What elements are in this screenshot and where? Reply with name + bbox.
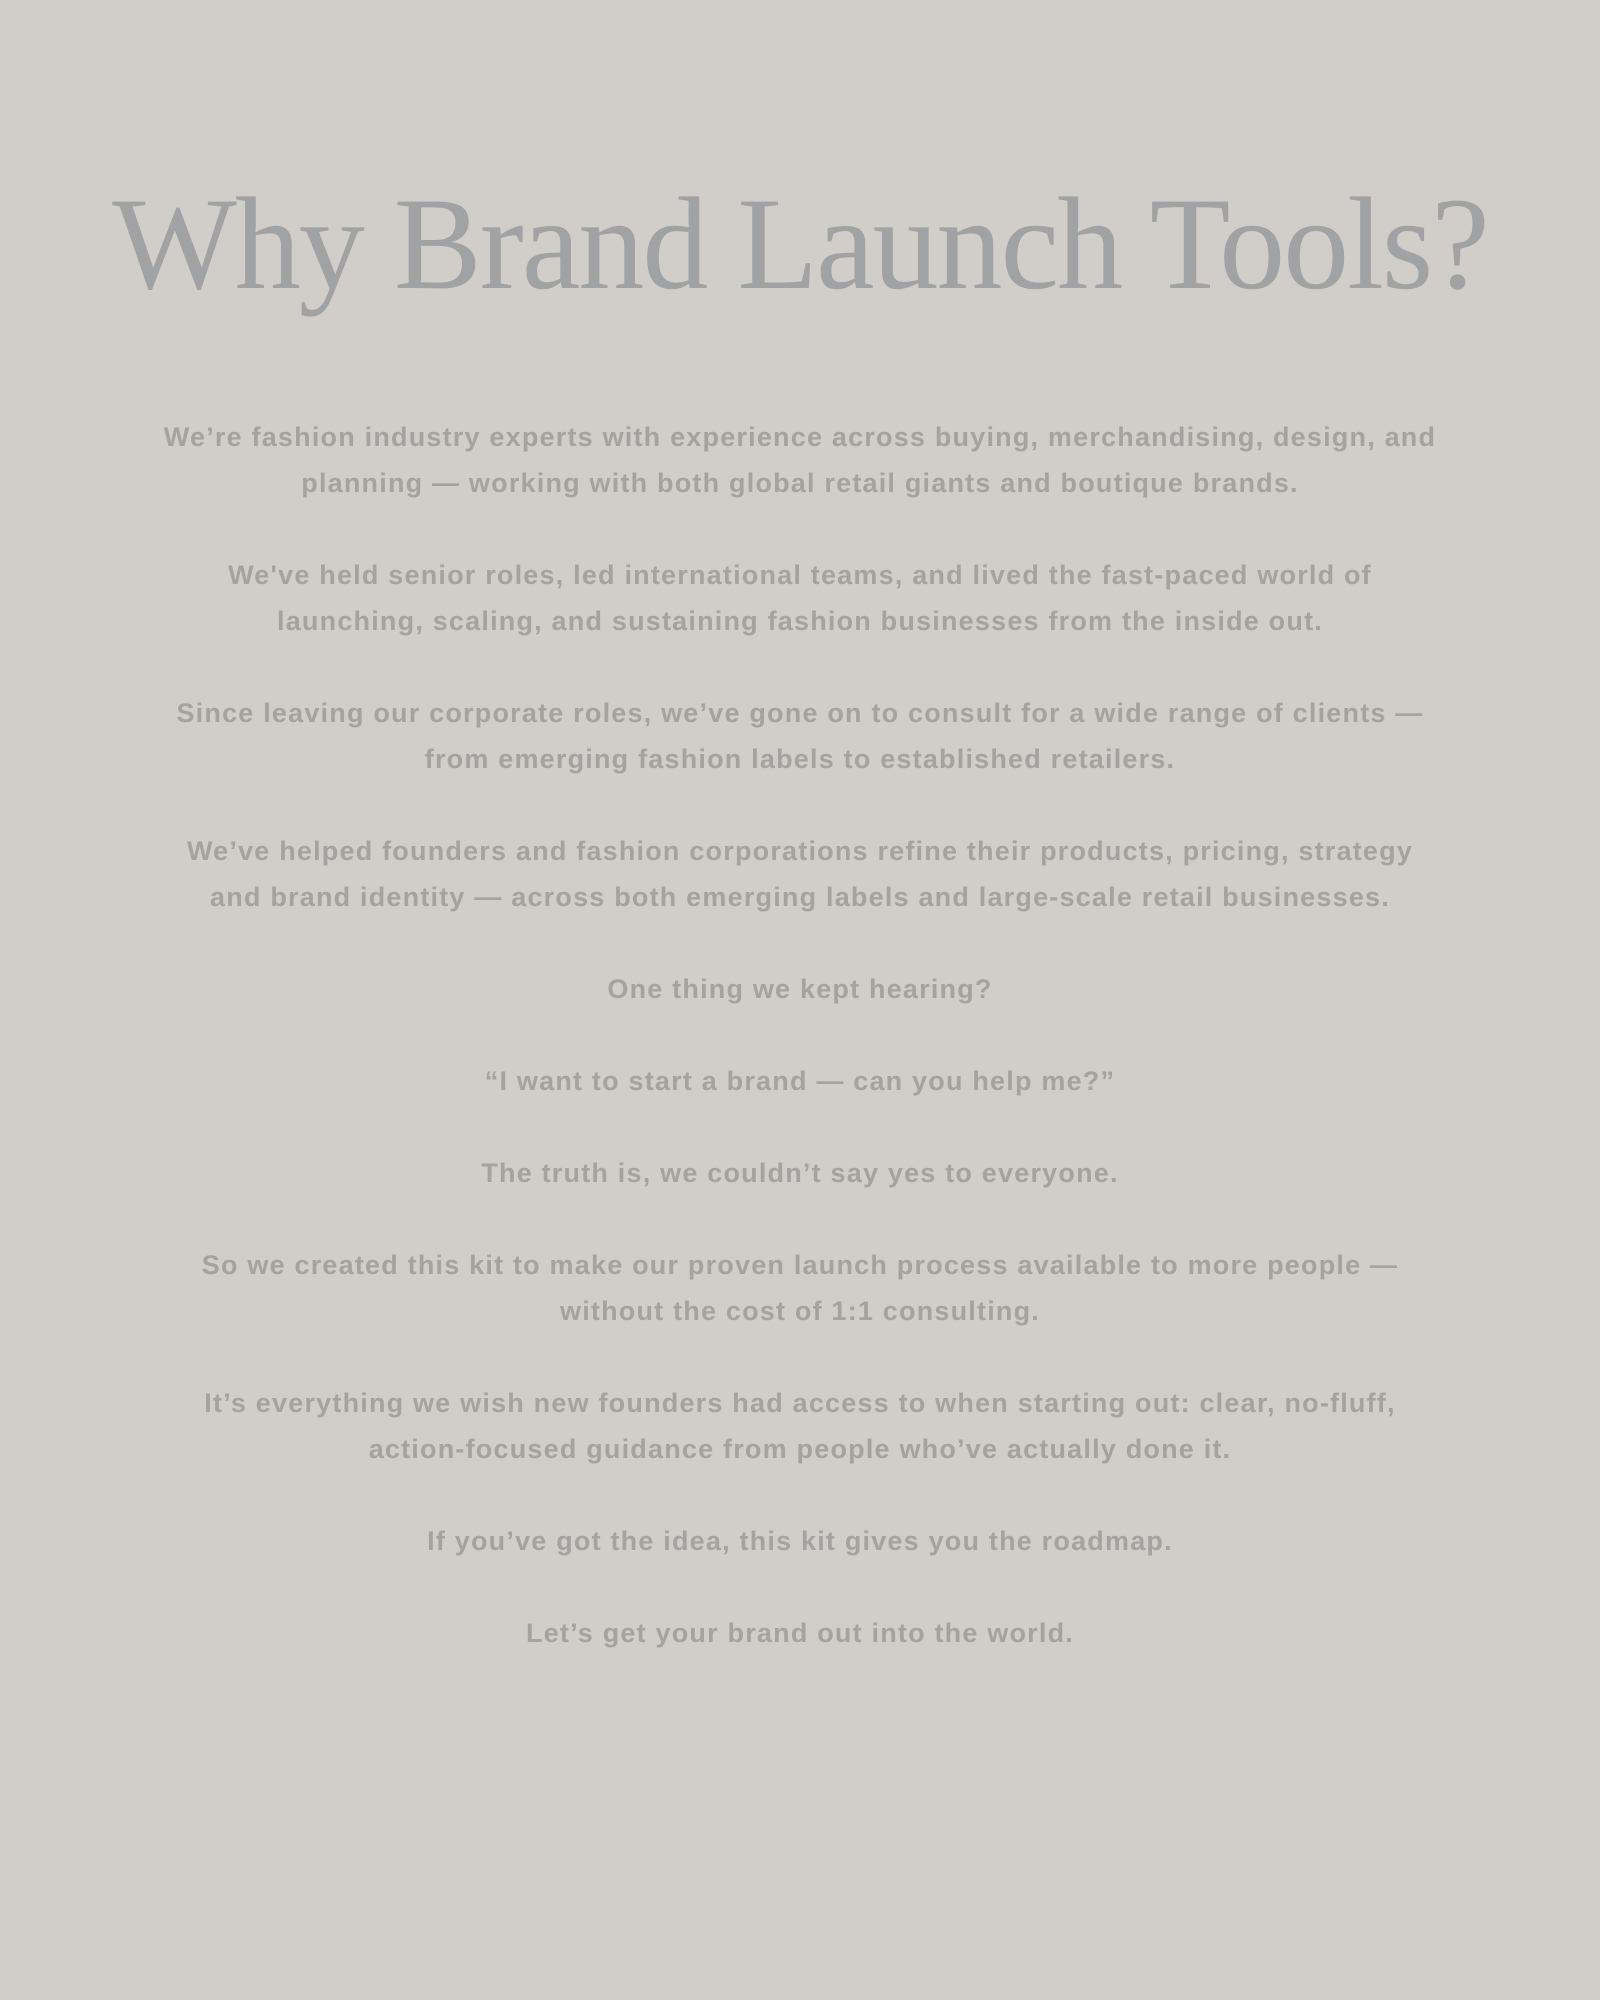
body-copy <box>160 414 1440 1656</box>
page-title: Why Brand Launch Tools? <box>112 170 1488 317</box>
paragraph-consulting: Since leaving our corporate roles, we’ve gone on to consult for a wide range of clients — from emerging fashion labels to established retailers. <box>176 698 1424 774</box>
paragraph-truth: The truth is, we couldn’t say yes to everyone. <box>481 1158 1119 1188</box>
paragraph-quote: “I want to start a brand — can you help me?” <box>484 1066 1116 1096</box>
paragraph-one-thing: One thing we kept hearing? <box>607 974 993 1004</box>
paragraph-helped-founders: We’ve helped founders and fashion corporations refine their products, pricing, strategy and brand identity — across both emerging labels and large-scale retail businesses. <box>186 836 1414 912</box>
paragraph-everything: It’s everything we wish new founders had access to when starting out: clear, no-fluff, action-focused guidance from people who’ve actually done it. <box>204 1388 1396 1464</box>
paragraph-closing: Let’s get your brand out into the world. <box>526 1618 1074 1648</box>
paragraph-senior-roles: We've held senior roles, led international teams, and lived the fast-paced world of launching, scaling, and sustaining fashion businesses from the inside out. <box>228 560 1372 636</box>
paragraph-roadmap: If you’ve got the idea, this kit gives you the roadmap. <box>427 1526 1173 1556</box>
paragraph-created-kit: So we created this kit to make our proven launch process available to more people — without the cost of 1:1 consulting. <box>201 1250 1399 1326</box>
paragraph-experts: We’re fashion industry experts with experience across buying, merchandising, design, and planning — working with both global retail giants and boutique brands. <box>163 422 1437 498</box>
